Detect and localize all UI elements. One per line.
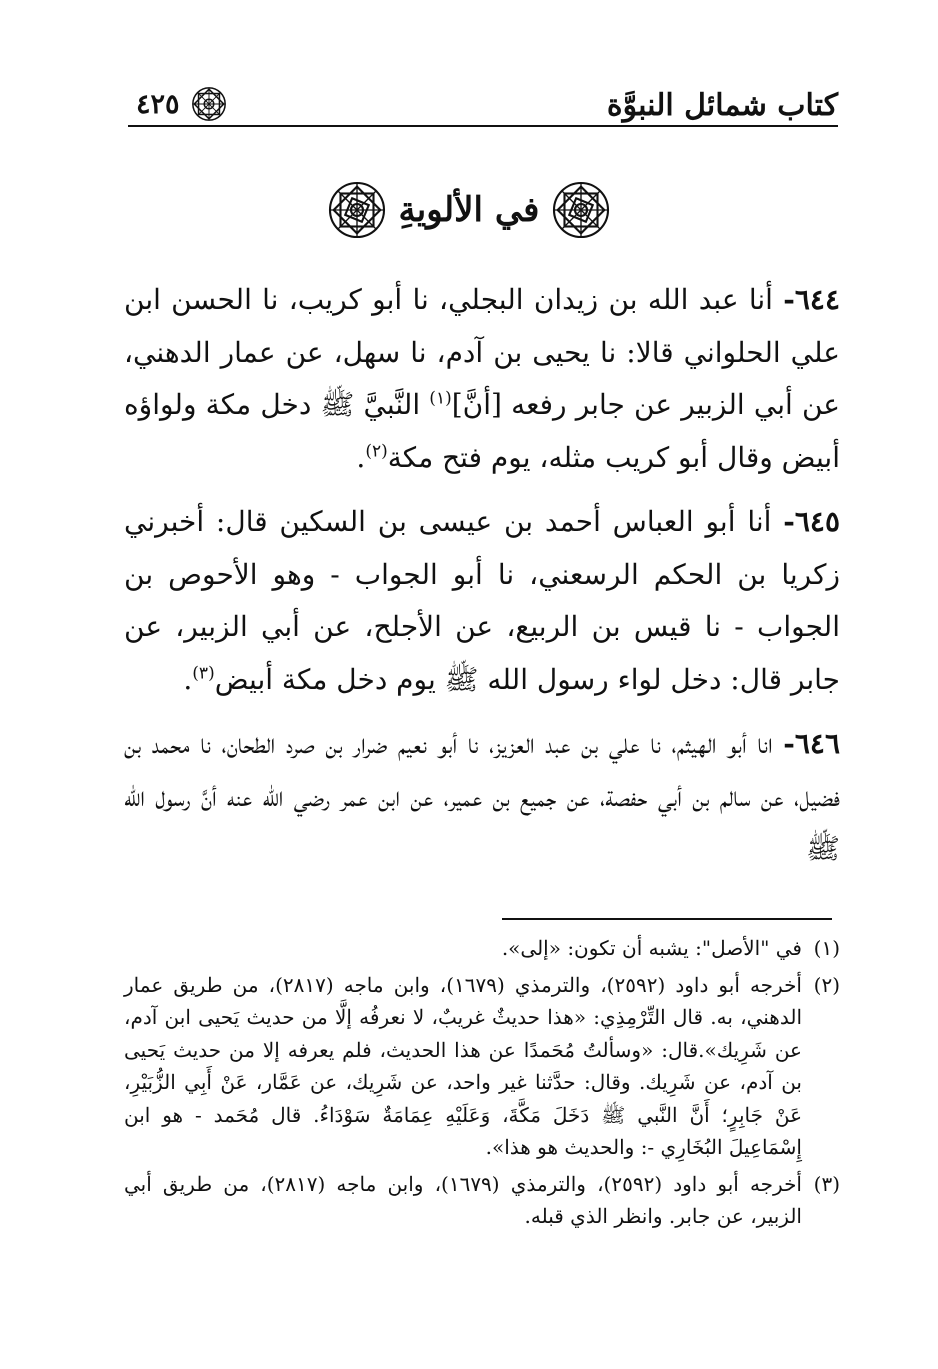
hadith-body: . <box>356 440 366 474</box>
footnote-separator <box>502 918 832 920</box>
hadith-paragraph <box>124 496 840 706</box>
footnote-number: (٢) <box>813 972 840 997</box>
footnote-reference[interactable]: (١) <box>429 388 452 409</box>
star-ornament-icon <box>551 180 611 240</box>
footnotes <box>124 932 840 1237</box>
footnote-text: في "الأصل": يشبه أن تكون: «إلى». <box>501 936 802 960</box>
page-number: ٤٢٥ <box>136 89 180 120</box>
footnote <box>124 932 840 965</box>
hadith-paragraph <box>124 274 840 484</box>
section-title: في الألويةِ <box>398 190 540 230</box>
hadith-body: أنا عبد الله بن زيدان البجلي، نا أبو كريب، نا الحسن ابن علي الحلواني قالا: نا يحيى بن آدم، نا سهل، عن عمار الدهني، عن أبي الزبير عن جابر رفعه [أنَّ] <box>124 283 840 421</box>
book-title: كتاب شمائل النبوَّة <box>606 88 838 123</box>
footnote <box>124 969 840 1164</box>
footnote-number: (٣) <box>813 1171 840 1196</box>
hadith-number: ٦٤٥- <box>783 505 840 538</box>
hadith-body: . <box>183 662 193 696</box>
footnote-text: أخرجه أبو داود (٢٥٩٢)، والترمذي (١٦٧٩)، وابن ماجه (٢٨١٧)، من طريق عمار الدهني، به. قال التِّرْمِذِي: «هذا حديثٌ غريبٌ، لا نعرفُه إلَّا من حديث يَحيى ابن آدم، عن شَرِيك».قال: «وسألتُ مُحَمدًا عن هذا الحديث، فلم يعرفه إلا من حديث يَحيى بن آدم، عن شَرِيك. وقال: حدَّثنا غير واحد، عن شَرِيك، عن عَمَّار، عَنْ أَبِي الزُّبَيْرِ، عَنْ جَابِرٍ؛ أَنَّ النَّبي ﷺ دَخَلَ مَكَّةَ، وَعَلَيْهِ عِمَامَةٌ سَوْدَاءُ. قال مُحَمد - هو ابن إِسْمَاعِيلَ البُخَارِي -: والحديث هو هذا». <box>124 972 802 1159</box>
hadith-body: أنا أبو العباس أحمد بن عيسى بن السكين قال: أخبرني زكريا بن الحكم الرسعني، نا أبو الجواب - وهو الأحوص بن الجواب - نا قيس بن الربيع، عن الأجلح، عن أبي الزبير، عن جابر قال: دخل لواء رسول الله ﷺ يوم دخل مكة أبيض <box>124 505 840 696</box>
section-heading <box>0 180 938 260</box>
footnote <box>124 1168 840 1233</box>
hadith-body: النَّبيَّ ﷺ دخل مكة ولواؤه أبيض وقال أبو كريب مثله، يوم فتح مكة <box>124 388 840 474</box>
running-header <box>128 82 838 132</box>
header-rule <box>128 125 838 127</box>
footnote-reference[interactable]: (٣) <box>192 663 215 684</box>
footnote-reference[interactable]: (٢) <box>365 441 388 462</box>
footnote-number: (١) <box>813 936 840 960</box>
hadith-number: ٦٤٦- <box>783 727 840 760</box>
star-ornament-icon <box>327 180 387 240</box>
footnote-text: أخرجه أبو داود (٢٥٩٢)، والترمذي (١٦٧٩)، وابن ماجه (٢٨١٧)، من طريق أبي الزبير، عن جابر. وانظر الذي قبله. <box>124 1171 802 1228</box>
hadith-paragraph <box>124 718 840 876</box>
hadith-number: ٦٤٤- <box>783 283 841 316</box>
hadith-body: انا أبو الهيثم، نا علي بن عبد العزيز، نا أبو نعيم ضرار بن صرد الطحان، نا محمد بن فضيل، عن سالم بن أبي حفصة، عن جميع بن عمير، عن ابن عمر رضي الله عنه أنَّ رسول الله ﷺ <box>124 727 840 865</box>
hadith-text <box>124 274 840 888</box>
star-ornament-icon <box>190 85 228 123</box>
